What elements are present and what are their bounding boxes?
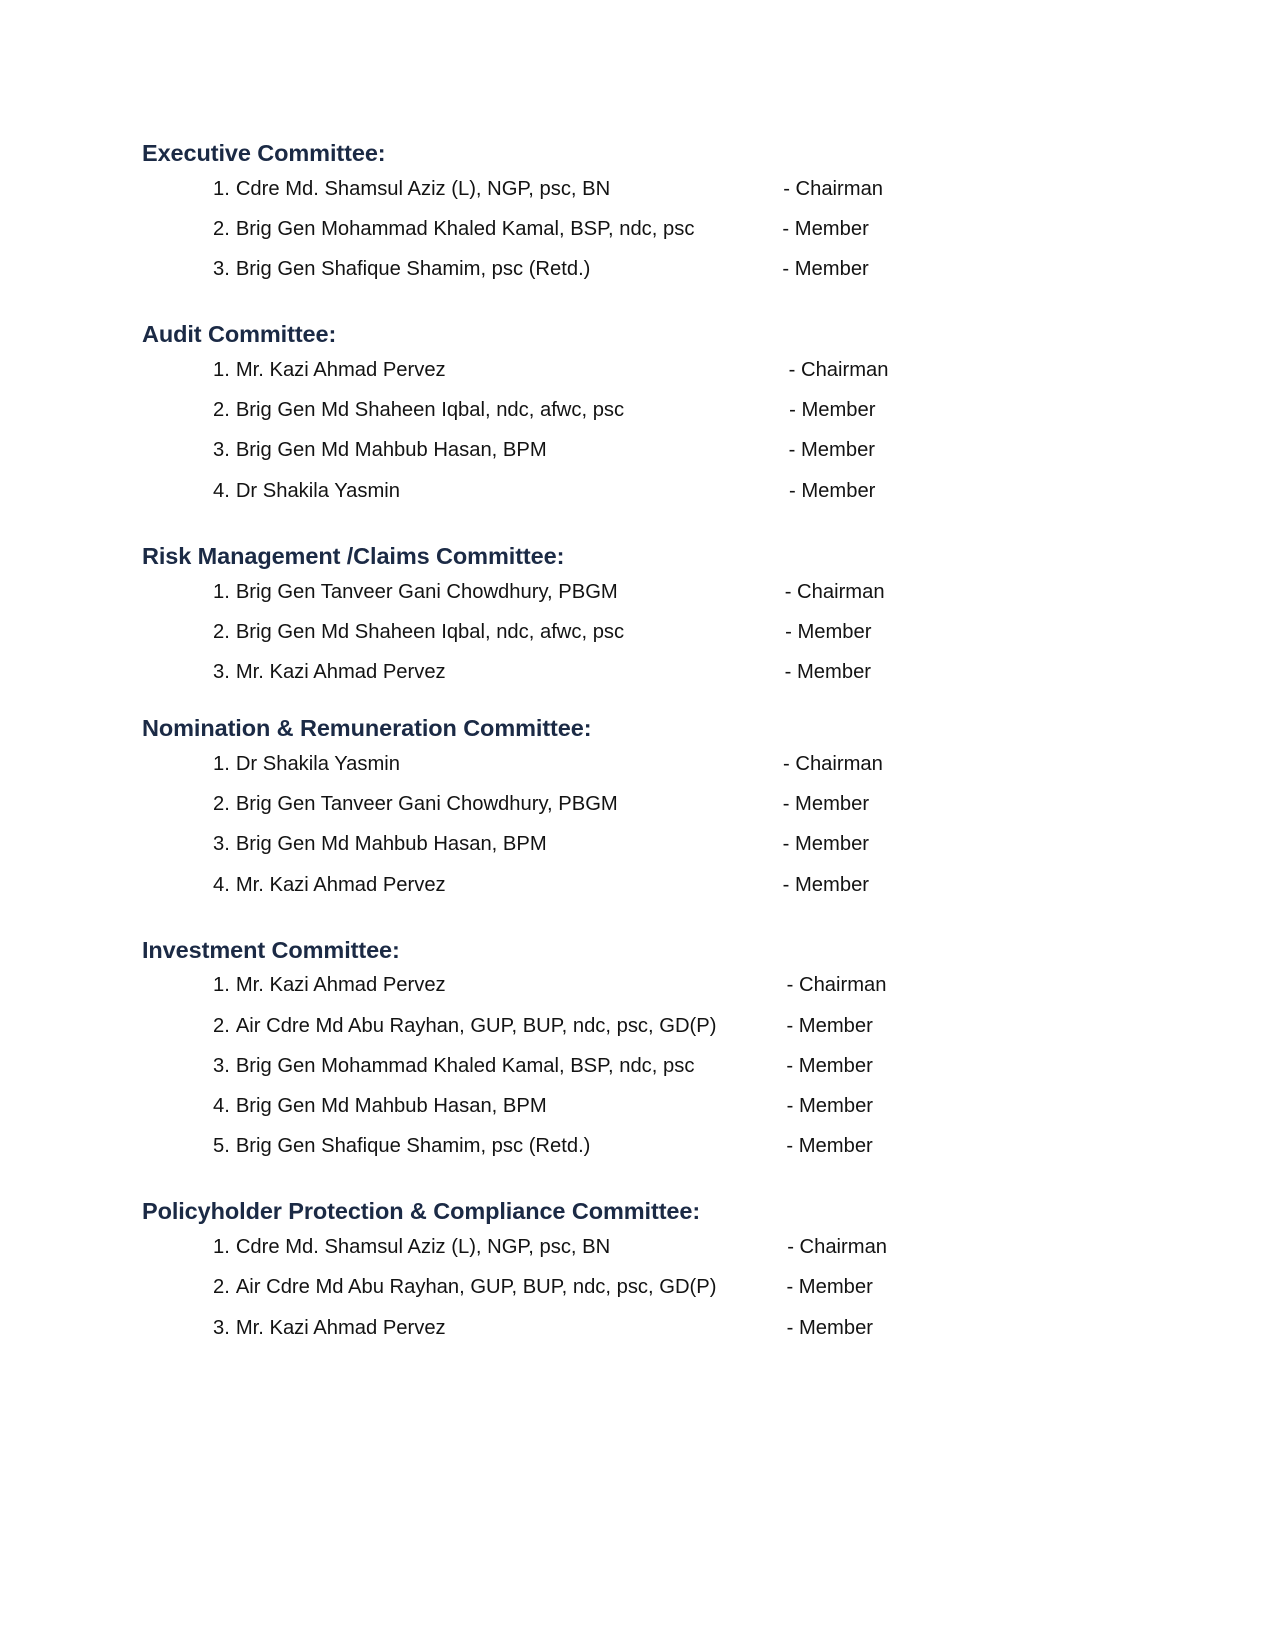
member-row [142, 622, 1115, 642]
member-index: 3. [213, 258, 230, 281]
member-name: Brig Gen Md Mahbub Hasan, BPM [235, 833, 547, 856]
member-row [142, 360, 1115, 380]
member-role: - Chairman [787, 1236, 888, 1259]
member-role: - Member [784, 660, 872, 683]
member-index: 3. [213, 1054, 230, 1077]
member-list-nomination-remuneration [142, 754, 1115, 895]
member-list-policyholder-protection-compliance [142, 1237, 1115, 1338]
member-role: - Member [789, 399, 876, 422]
member-name: Dr Shakila Yasmin [235, 752, 401, 775]
member-name: Brig Gen Md Mahbub Hasan, BPM [235, 1095, 547, 1118]
committee-list [142, 140, 1115, 1338]
member-role: - Member [786, 1054, 873, 1077]
member-name: Mr. Kazi Ahmad Pervez [235, 1316, 446, 1339]
member-row [142, 834, 1115, 854]
member-index: 3. [213, 439, 230, 462]
member-role: - Chairman [783, 752, 883, 775]
committee-section-audit [142, 321, 1115, 501]
member-row [142, 1096, 1115, 1116]
member-name: Brig Gen Mohammad Khaled Kamal, BSP, ndc, psc [235, 1054, 695, 1077]
member-row [142, 875, 1115, 895]
member-index: 4. [213, 479, 230, 502]
member-role: - Chairman [783, 177, 884, 200]
member-name: Brig Gen Mohammad Khaled Kamal, BSP, ndc, psc [235, 217, 695, 240]
member-name: Cdre Md. Shamsul Aziz (L), NGP, psc, BN [235, 177, 611, 200]
member-role: - Member [782, 217, 869, 240]
committee-heading-policyholder-protection-compliance: Policyholder Protection & Compliance Committee: [142, 1198, 701, 1225]
member-row [142, 219, 1115, 239]
member-row [142, 582, 1115, 602]
member-name: Brig Gen Md Shaheen Iqbal, ndc, afwc, psc [235, 620, 625, 643]
member-index: 2. [213, 399, 230, 422]
member-row [142, 1318, 1115, 1338]
member-row [142, 1056, 1115, 1076]
member-name: Brig Gen Tanveer Gani Chowdhury, PBGM [235, 793, 618, 816]
member-row [142, 440, 1115, 460]
committee-heading-audit: Audit Committee: [142, 321, 337, 348]
member-row [142, 1016, 1115, 1036]
member-name: Air Cdre Md Abu Rayhan, GUP, BUP, ndc, psc, GD(P) [235, 1276, 717, 1299]
member-list-executive [142, 179, 1115, 280]
member-index: 2. [213, 217, 230, 240]
member-role: - Member [786, 1135, 873, 1158]
member-row [142, 481, 1115, 501]
member-name: Mr. Kazi Ahmad Pervez [235, 873, 446, 896]
member-name: Mr. Kazi Ahmad Pervez [235, 974, 446, 997]
member-index: 1. [213, 359, 230, 382]
member-role: - Chairman [788, 359, 889, 382]
member-name: Air Cdre Md Abu Rayhan, GUP, BUP, ndc, psc, GD(P) [235, 1014, 717, 1037]
member-role: - Member [786, 1014, 873, 1037]
member-role: - Member [782, 793, 870, 816]
member-role: - Member [786, 1095, 874, 1118]
committee-heading-risk-management-claims: Risk Management /Claims Committee: [142, 542, 565, 569]
member-role: - Member [786, 1316, 874, 1339]
member-name: Brig Gen Tanveer Gani Chowdhury, PBGM [235, 580, 618, 603]
member-role: - Member [782, 873, 870, 896]
member-row [142, 400, 1115, 420]
member-role: - Chairman [786, 974, 887, 997]
member-index: 1. [213, 177, 230, 200]
member-index: 2. [213, 1276, 230, 1299]
member-row [142, 259, 1115, 279]
member-index: 1. [213, 580, 230, 603]
member-name: Brig Gen Shafique Shamim, psc (Retd.) [235, 258, 591, 281]
member-name: Brig Gen Md Mahbub Hasan, BPM [235, 439, 547, 462]
member-index: 3. [213, 833, 230, 856]
member-role: - Member [786, 1276, 873, 1299]
committee-heading-executive: Executive Committee: [142, 140, 386, 166]
committee-heading-nomination-remuneration: Nomination & Remuneration Committee: [142, 715, 592, 742]
member-index: 1. [213, 1236, 230, 1259]
committee-section-risk-management-claims [142, 543, 1115, 682]
member-index: 1. [213, 974, 230, 997]
member-index: 2. [213, 793, 230, 816]
member-list-investment [142, 975, 1115, 1156]
member-row [142, 1237, 1115, 1257]
committee-section-investment [142, 937, 1115, 1157]
member-index: 1. [213, 752, 230, 775]
member-index: 4. [213, 873, 230, 896]
member-name: Dr Shakila Yasmin [235, 479, 401, 502]
member-row [142, 662, 1115, 682]
member-role: - Chairman [784, 580, 885, 603]
member-list-audit [142, 360, 1115, 501]
member-name: Mr. Kazi Ahmad Pervez [235, 359, 446, 382]
member-role: - Member [782, 258, 869, 281]
committee-heading-investment: Investment Committee: [142, 936, 400, 963]
member-role: - Member [788, 439, 876, 462]
member-name: Brig Gen Shafique Shamim, psc (Retd.) [235, 1135, 591, 1158]
member-name: Brig Gen Md Shaheen Iqbal, ndc, afwc, psc [235, 399, 625, 422]
committee-section-nomination-remuneration [142, 715, 1115, 895]
member-list-risk-management-claims [142, 582, 1115, 683]
member-index: 4. [213, 1095, 230, 1118]
member-row [142, 1277, 1115, 1297]
member-index: 3. [213, 660, 230, 683]
committee-section-policyholder-protection-compliance [142, 1198, 1115, 1337]
member-row [142, 1136, 1115, 1156]
member-name: Cdre Md. Shamsul Aziz (L), NGP, psc, BN [235, 1236, 611, 1259]
member-row [142, 794, 1115, 814]
committee-section-executive [142, 140, 1115, 279]
member-index: 2. [213, 1014, 230, 1037]
member-row [142, 754, 1115, 774]
member-index: 5. [213, 1135, 230, 1158]
member-index: 3. [213, 1316, 230, 1339]
member-row [142, 975, 1115, 995]
member-role: - Member [789, 479, 876, 502]
member-role: - Member [785, 620, 872, 643]
member-index: 2. [213, 620, 230, 643]
member-name: Mr. Kazi Ahmad Pervez [235, 660, 446, 683]
member-row [142, 179, 1115, 199]
member-role: - Member [782, 833, 870, 856]
